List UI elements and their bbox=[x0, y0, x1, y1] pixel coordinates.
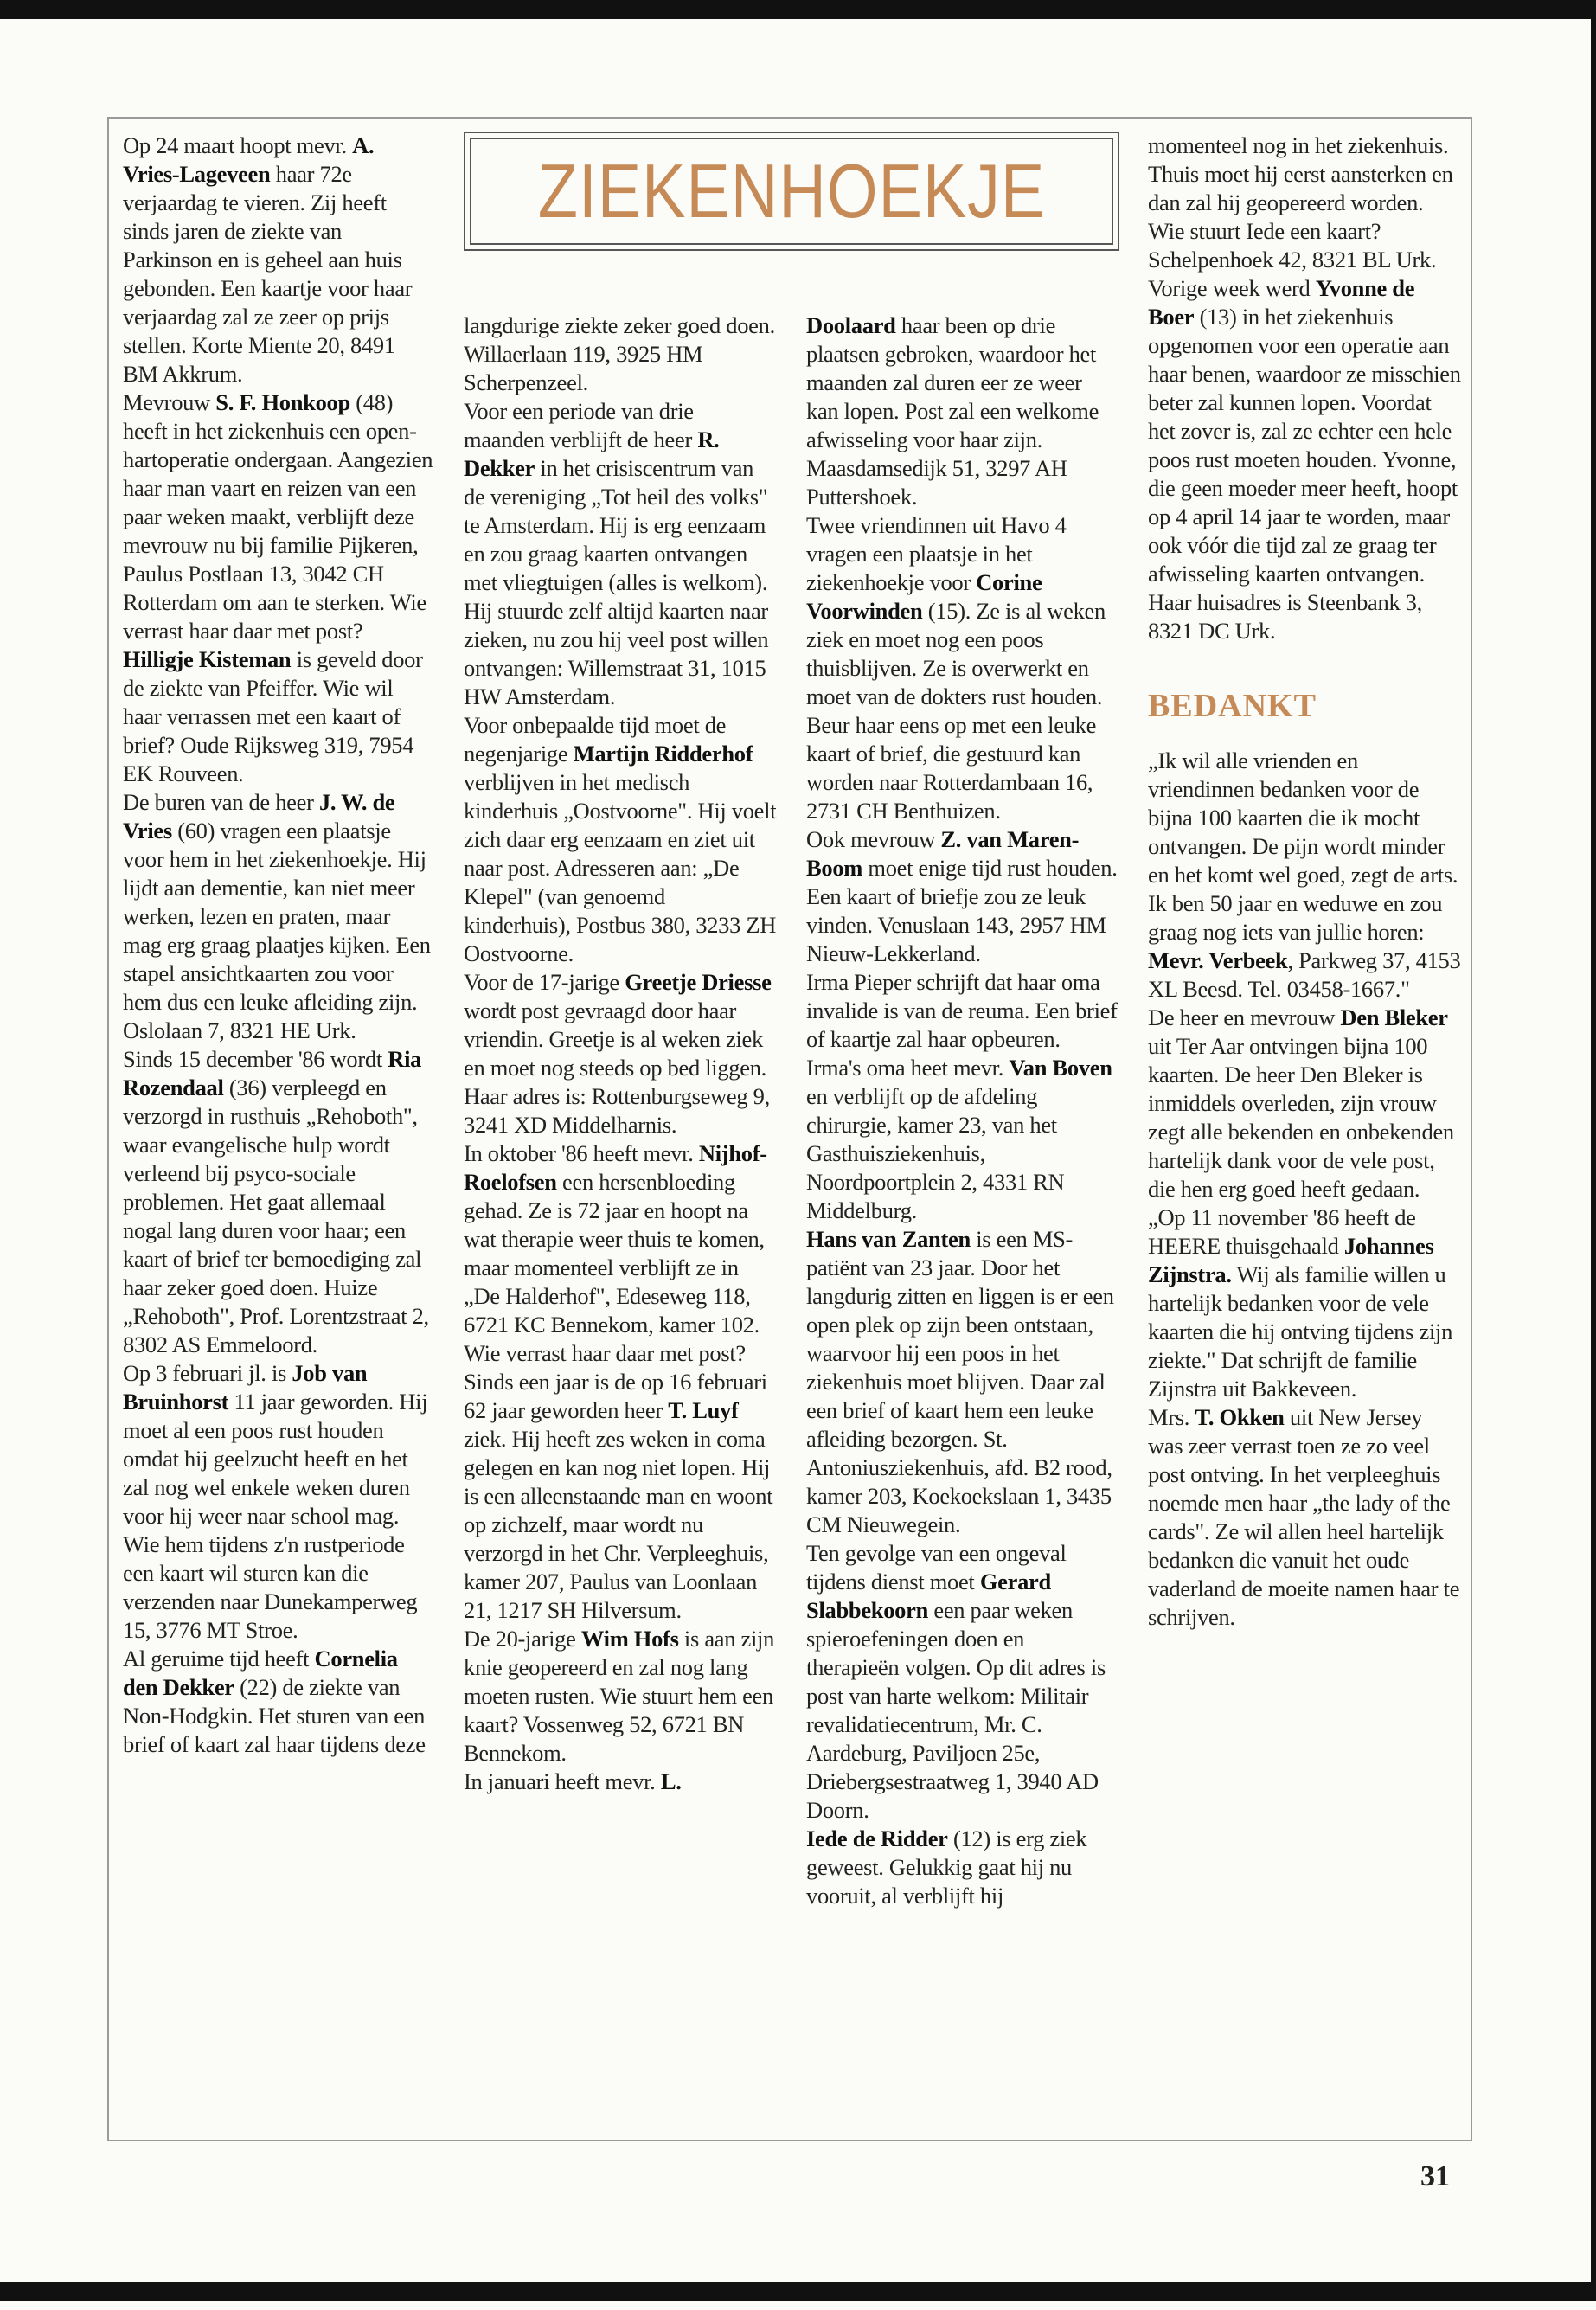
column-1 bbox=[123, 132, 434, 2130]
paragraph-text: langdurige ziekte zeker goed doen. Willaerlaan 119, 3925 HM Scherpenzeel. bbox=[464, 312, 775, 395]
title-inner-border bbox=[470, 138, 1113, 245]
person-name: Wim Hofs bbox=[580, 1626, 679, 1652]
article-paragraph bbox=[806, 1539, 1119, 1825]
article-paragraph bbox=[464, 1768, 777, 1796]
person-name: L. bbox=[660, 1768, 682, 1794]
paragraph-text: verblijven in het medisch kinderhuis „Oostvoorne". Hij voelt zich daar erg eenzaam en ziet uit naar post. Adresseren aan: „De Klepel" (van genoemd kinderhuis), Postbus 380, 3233 ZH Oostvoorne. bbox=[464, 769, 777, 966]
article-paragraph bbox=[806, 311, 1119, 511]
paragraph-text: (60) vragen een plaatsje voor hem in het ziekenhoekje. Hij lijdt aan dementie, kan niet meer werken, lezen en praten, maar mag erg graag plaatjes kijken. Een stapel ansichtkaarten zou voor hem dus een leuke afleiding zijn. Oslolaan 7, 8321 HE Urk. bbox=[123, 818, 431, 1043]
person-name: Z. van Maren-Boom bbox=[806, 826, 1080, 881]
person-name: Martijn Ridderhof bbox=[573, 741, 753, 767]
person-name: Corine Voorwinden bbox=[806, 569, 1042, 624]
person-name: R. Dekker bbox=[464, 427, 720, 481]
paragraph-text: Twee vriendinnen uit Havo 4 vragen een plaatsje in het ziekenhoekje voor bbox=[806, 512, 1067, 595]
paragraph-text: De heer en mevrouw bbox=[1148, 1004, 1341, 1030]
paragraph-text: Al geruime tijd heeft bbox=[123, 1646, 315, 1672]
page-number: 31 bbox=[1420, 2160, 1450, 2192]
paragraph-text: Voor onbepaalde tijd moet de negenjarige bbox=[464, 712, 727, 767]
article-paragraph bbox=[1148, 747, 1461, 1004]
paragraph-text: ziek. Hij heeft zes weken in coma gelegen en kan nog niet lopen. Hij is een alleenstaande man en woont op zichzelf, maar wordt nu verzorgd in het Chr. Verpleeghuis, kamer 207, Paulus van Loonlaan 21, 1217 SH Hilversum. bbox=[464, 1426, 773, 1623]
person-name: Den Bleker bbox=[1340, 1004, 1448, 1030]
paragraph-text: wordt post gevraagd door haar vriendin. Greetje is al weken ziek en moet nog steeds op bed liggen. Haar adres is: Rottenburgseweg 9, 3241 XD Middelharnis. bbox=[464, 998, 770, 1138]
article-paragraph bbox=[123, 132, 434, 388]
paragraph-text: Sinds 15 december '86 wordt bbox=[123, 1046, 388, 1072]
person-name: Mevr. Verbeek bbox=[1148, 947, 1288, 973]
paragraph-text: moet enige tijd rust houden. Een kaart of briefje zou ze leuk vinden. Venuslaan 143, 2957 HM Nieuw-Lekkerland. bbox=[806, 855, 1118, 966]
paragraph-text: momenteel nog in het ziekenhuis. Thuis moet hij eerst aansterken en dan zal hij geopereerd worden. Wie stuurt Iede een kaart? Schelpenhoek 42, 8321 BL Urk. bbox=[1148, 132, 1453, 273]
person-name: Greetje Driesse bbox=[625, 969, 772, 995]
paragraph-text: haar 72e verjaardag te vieren. Zij heeft sinds jaren de ziekte van Parkinson en is geheel aan huis gebonden. Een kaartje voor haar verjaardag zal ze zeer op prijs stellen. Korte Miente 20, 8491 BM Akkrum. bbox=[123, 161, 413, 387]
paragraph-text: „Op 11 november '86 heeft de HEERE thuisgehaald bbox=[1148, 1204, 1416, 1259]
paragraph-text: (36) verpleegd en verzorgd in rusthuis „Rehoboth", waar evangelische hulp wordt verleend bij psyco-sociale problemen. Het gaat allemaal nogal lang duren voor haar; een kaart of brief ter bemoediging zal haar zeker goed doen. Huize „Rehoboth", Prof. Lorentzstraat 2, 8302 AS Emmeloord. bbox=[123, 1075, 429, 1357]
paragraph-text: In januari heeft mevr. bbox=[464, 1768, 661, 1794]
paragraph-text: (15). Ze is al weken ziek en moet nog een poos thuisblijven. Ze is overwerkt en moet van de dokters rust houden. Beur haar eens op met een leuke kaart of brief, die gestuurd kan worden naar Rotterdambaan 16, 2731 CH Benthuizen. bbox=[806, 598, 1106, 824]
paragraph-text: Wij als familie willen u hartelijk bedanken voor de vele kaarten die hij ontving tijdens zijn ziekte." Dat schrijft de familie Zijnstra uit Bakkeveen. bbox=[1148, 1261, 1453, 1402]
paragraph-text: uit New Jersey was zeer verrast toen ze zo veel post ontving. In het verpleeghuis noemde men haar „the lady of the cards". Ze wil allen heel hartelijk bedanken die vanuit het oude vaderland de moeite namen haar te schrijven. bbox=[1148, 1404, 1460, 1630]
article-paragraph bbox=[464, 311, 777, 397]
article-paragraph bbox=[123, 645, 434, 788]
article-paragraph bbox=[464, 397, 777, 711]
person-name: Doolaard bbox=[806, 312, 896, 338]
article-paragraph bbox=[806, 968, 1119, 1225]
column-4 bbox=[1148, 132, 1461, 2130]
paragraph-text: In oktober '86 heeft mevr. bbox=[464, 1140, 699, 1166]
paragraph-text: is geveld door de ziekte van Pfeiffer. Wie wil haar verrassen met een kaart of brief? Oude Rijksweg 319, 7954 EK Rouveen. bbox=[123, 646, 423, 786]
article-paragraph bbox=[464, 968, 777, 1139]
article-paragraph bbox=[1148, 1403, 1461, 1632]
column-4-top bbox=[1148, 132, 1461, 645]
person-name: Hans van Zanten bbox=[806, 1226, 971, 1252]
paragraph-text: Sinds een jaar is de op 16 februari 62 jaar geworden heer bbox=[464, 1369, 767, 1423]
paragraph-text: (12) is erg ziek geweest. Gelukkig gaat hij nu vooruit, al verblijft hij bbox=[806, 1826, 1087, 1909]
title-box bbox=[464, 132, 1119, 251]
person-name: T. Luyf bbox=[668, 1397, 739, 1423]
paragraph-text: (13) in het ziekenhuis opgenomen voor een operatie aan haar benen, waardoor ze misschien beter zal kunnen lopen. Voordat het zover is, zal ze echter een hele poos rust moeten houden. Yvonne, die geen moeder meer heeft, hoopt op 4 april 14 jaar te worden, maar ook vóór die tijd zal ze graag ter afwisseling kaarten ontvangen. Haar huisadres is Steenbank 3, 8321 DC Urk. bbox=[1148, 304, 1461, 644]
paragraph-text: Voor de 17-jarige bbox=[464, 969, 625, 995]
paragraph-text: Vorige week werd bbox=[1148, 275, 1316, 301]
paragraph-text: en verblijft op de afdeling chirurgie, kamer 23, van het Gasthuisziekenhuis, Noordpoortplein 2, 4331 RN Middelburg. bbox=[806, 1083, 1065, 1223]
section-heading-bedankt: BEDANKT bbox=[1148, 688, 1317, 724]
article-paragraph bbox=[806, 511, 1119, 825]
person-name: Cornelia den Dekker bbox=[123, 1646, 398, 1700]
person-name: Ria Rozendaal bbox=[123, 1046, 422, 1100]
person-name: J. W. de Vries bbox=[123, 789, 395, 844]
paragraph-text: uit Ter Aar ontvingen bijna 100 kaarten. De heer Den Bleker is inmiddels overleden, zijn vrouw zegt alle bekenden en onbekenden hartelijk dank voor de vele post, die hen erg goed heeft gedaan. bbox=[1148, 1033, 1454, 1202]
person-name: Nijhof-Roelofsen bbox=[464, 1140, 767, 1195]
paragraph-text: 11 jaar geworden. Hij moet al een poos rust houden omdat hij geelzucht heeft en het zal nog wel enkele weken duren voor hij weer naar school mag. Wie hem tijdens z'n rustperiode een kaart wil sturen kan die verzenden naar Dunekamperweg 15, 3776 MT Stroe. bbox=[123, 1389, 428, 1643]
paragraph-text: „Ik wil alle vrienden en vriendinnen bedanken voor de bijna 100 kaarten die ik mocht ontvangen. De pijn wordt minder en het komt wel goed, zegt de arts. Ik ben 50 jaar en weduwe en zou graag nog iets van jullie horen: bbox=[1148, 748, 1458, 945]
person-name: Hilligje Kisteman bbox=[123, 646, 292, 672]
person-name: Job van Bruinhorst bbox=[123, 1360, 368, 1415]
article-paragraph bbox=[806, 1825, 1119, 1910]
paragraph-text: Voor een periode van drie maanden verblijft de heer bbox=[464, 398, 698, 452]
person-name: T. Okken bbox=[1195, 1404, 1285, 1430]
paragraph-text: Mevrouw bbox=[123, 389, 216, 415]
article-paragraph bbox=[123, 788, 434, 1045]
article-paragraph bbox=[123, 1359, 434, 1645]
paragraph-text: haar been op drie plaatsen gebroken, waardoor het maanden zal duren eer ze weer kan lopen. Post zal een welkome afwisseling voor haar zijn. Maasdamsedijk 51, 3297 AH Puttershoek. bbox=[806, 312, 1099, 510]
person-name: Van Boven bbox=[1009, 1055, 1112, 1081]
person-name: S. F. Honkoop bbox=[215, 389, 350, 415]
paragraph-text: Ook mevrouw bbox=[806, 826, 941, 852]
article-paragraph bbox=[464, 711, 777, 968]
article-paragraph bbox=[1148, 132, 1461, 274]
column-2 bbox=[464, 311, 777, 2310]
person-name: A. Vries-Lageveen bbox=[123, 132, 375, 187]
page-title: ZIEKENHOEKJE bbox=[537, 148, 1046, 234]
person-name: Iede de Ridder bbox=[806, 1826, 948, 1851]
scan-edge-bottom bbox=[0, 2282, 1596, 2301]
paragraph-text: een paar weken spieroefeningen doen en therapieën volgen. Op dit adres is post van harte welkom: Militair revalidatiecentrum, Mr. C. Aardeburg, Paviljoen 25e, Driebergsestraatweg 1, 3940 AD Doorn. bbox=[806, 1597, 1106, 1823]
column-3 bbox=[806, 311, 1119, 2310]
paragraph-text: is aan zijn knie geopereerd en zal nog lang moeten rusten. Wie stuurt hem een kaart? Vossenweg 52, 6721 BN Bennekom. bbox=[464, 1626, 775, 1766]
paragraph-text: in het crisiscentrum van de vereniging „Tot heil des volks" te Amsterdam. Hij is erg eenzaam en zou graag kaarten ontvangen met vliegtuigen (alles is welkom). Hij stuurde zelf altijd kaarten naar zieken, nu zou hij veel post willen ontvangen: Willemstraat 31, 1015 HW Amsterdam. bbox=[464, 455, 769, 709]
article-paragraph bbox=[1148, 1203, 1461, 1403]
scan-edge-right bbox=[1591, 0, 1596, 2301]
paragraph-text: De buren van de heer bbox=[123, 789, 319, 815]
article-paragraph bbox=[464, 1625, 777, 1768]
column-4-bottom bbox=[1148, 747, 1461, 1632]
article-paragraph bbox=[464, 1368, 777, 1625]
person-name: Gerard Slabbekoorn bbox=[806, 1569, 1051, 1623]
person-name: Johannes Zijnstra. bbox=[1148, 1233, 1434, 1287]
article-paragraph bbox=[1148, 274, 1461, 645]
article-paragraph bbox=[123, 388, 434, 645]
paragraph-text: , Parkweg 37, 4153 XL Beesd. Tel. 03458-1667." bbox=[1148, 947, 1461, 1002]
paragraph-text: een hersenbloeding gehad. Ze is 72 jaar en hoopt na wat therapie weer thuis te komen, maar momenteel verblijft ze in „De Halderhof", Edeseweg 118, 6721 KC Bennekom, kamer 102. Wie verrast haar daar met post? bbox=[464, 1169, 765, 1366]
paragraph-text: Op 24 maart hoopt mevr. bbox=[123, 132, 353, 158]
article-paragraph bbox=[123, 1045, 434, 1359]
paragraph-text: Mrs. bbox=[1148, 1404, 1195, 1430]
paragraph-text: is een MS-patiënt van 23 jaar. Door het langdurig zitten en liggen is er een open plek op zijn been ontstaan, waarvoor hij een poos in het ziekenhuis moet blijven. Daar zal een brief of kaart hem een leuke afleiding bezorgen. St. Antoniusziekenhuis, afd. B2 rood, kamer 203, Koekoekslaan 1, 3435 CM Nieuwegein. bbox=[806, 1226, 1114, 1537]
article-paragraph bbox=[123, 1645, 434, 1759]
paragraph-text: Irma Pieper schrijft dat haar oma invalide is van de reuma. Een brief of kaartje zal haar opbeuren. Irma's oma heet mevr. bbox=[806, 969, 1118, 1081]
paragraph-text: (22) de ziekte van Non-Hodgkin. Het sturen van een brief of kaart zal haar tijdens deze bbox=[123, 1674, 426, 1757]
article-paragraph bbox=[806, 1225, 1119, 1539]
article-paragraph bbox=[806, 825, 1119, 968]
paragraph-text: Ten gevolge van een ongeval tijdens dienst moet bbox=[806, 1540, 1067, 1595]
paragraph-text: Op 3 februari jl. is bbox=[123, 1360, 292, 1386]
paragraph-text: De 20-jarige bbox=[464, 1626, 581, 1652]
paragraph-text: (48) heeft in het ziekenhuis een open-hartoperatie ondergaan. Aangezien haar man vaart en reizen van een paar weken maakt, verblijft deze mevrouw nu bij familie Pijkeren, Paulus Postlaan 13, 3042 CH Rotterdam om aan te sterken. Wie verrast haar daar met post? bbox=[123, 389, 433, 644]
person-name: Yvonne de Boer bbox=[1148, 275, 1415, 330]
article-paragraph bbox=[464, 1139, 777, 1368]
article-paragraph bbox=[1148, 1004, 1461, 1203]
scan-edge-top bbox=[0, 0, 1596, 19]
